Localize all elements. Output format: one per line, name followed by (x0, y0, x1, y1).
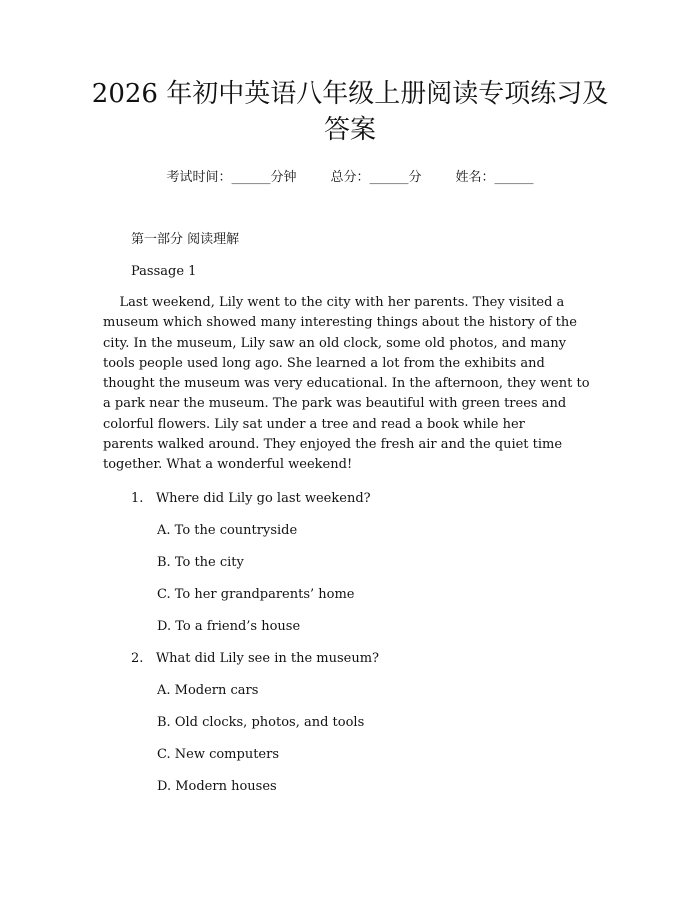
passage-line: colorful flowers. Lily sat under a tree and read a book while her (103, 416, 525, 432)
question-number: 1. (131, 491, 144, 506)
question-2 (131, 649, 379, 669)
title-line-2: 答案 (323, 115, 376, 145)
passage-line: parents walked around. They enjoyed the fresh air and the quiet time (103, 437, 563, 453)
passage-line: Last weekend, Lily went to the city with her parents. They visited a (103, 295, 565, 310)
passage-line: a park near the museum. The park was beautiful with green trees and (103, 396, 567, 412)
passage-line: thought the museum was very educational. In the afternoon, they went to (103, 376, 590, 392)
title-line-1: 2026 年初中英语八年级上册阅读专项练习及 (91, 79, 609, 109)
question-2-option-a: A. Modern cars (157, 683, 259, 698)
passage-line: tools people used long ago. She learned a lot from the exhibits and (103, 355, 545, 371)
exam-meta (0, 168, 700, 188)
exam-name: 姓名：______ (455, 170, 534, 185)
question-text: What did Lily see in the museum? (155, 651, 380, 666)
question-1 (131, 489, 371, 509)
question-1-option-d: D. To a friend’s house (157, 619, 301, 634)
question-2-option-b: B. Old clocks, photos, and tools (157, 715, 365, 730)
section-heading: 第一部分 阅读理解 (131, 232, 240, 247)
question-number: 2. (131, 651, 144, 666)
question-1-option-c: C. To her grandparents’ home (157, 587, 355, 602)
passage-label: Passage 1 (131, 264, 197, 279)
question-1-option-b: B. To the city (157, 555, 244, 570)
question-2-option-d: D. Modern houses (157, 779, 277, 794)
question-2-option-c: C. New computers (157, 747, 280, 762)
passage-line: city. In the museum, Lily saw an old clock, some old photos, and many (103, 335, 567, 351)
question-text: Where did Lily go last weekend? (155, 491, 371, 506)
question-1-option-a: A. To the countryside (157, 523, 298, 538)
passage-line: together. What a wonderful weekend! (103, 457, 353, 473)
exam-score: 总分：______分 (330, 170, 422, 185)
passage-line: museum which showed many interesting things about the history of the (103, 315, 577, 331)
exam-time: 考试时间：______分钟 (166, 170, 297, 185)
document-title (60, 76, 640, 148)
passage-text (103, 293, 603, 476)
